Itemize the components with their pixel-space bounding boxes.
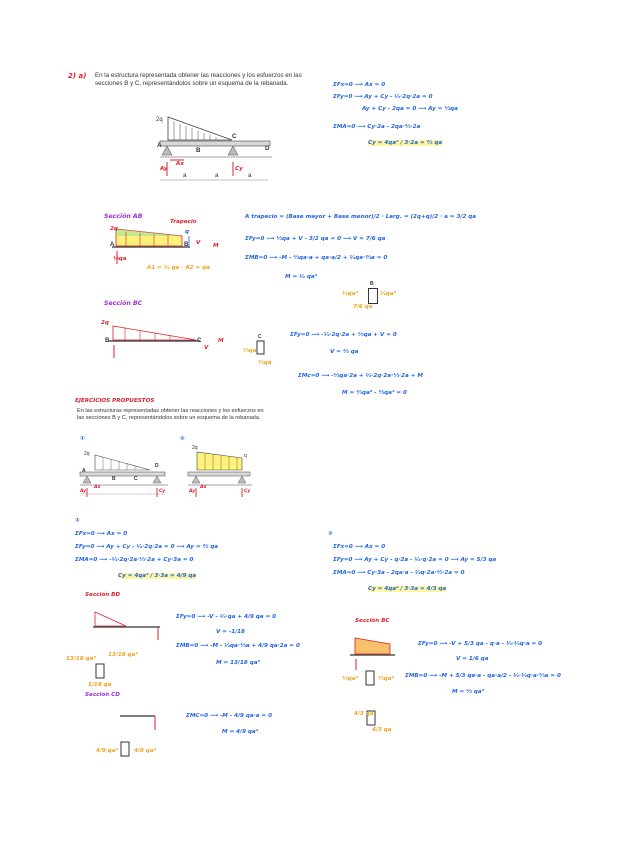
sab-label-v: V bbox=[196, 240, 201, 246]
main-eq-3: Ay + Cy - 2qa = 0 ⟶ Ay = ⅓qa bbox=[362, 106, 458, 112]
sol1-bd-slice-r: 13/18 qa² bbox=[108, 652, 138, 658]
sab-area-eq: A trapecio = (Base mayor + Base menor)/2 · Larg. = (2q+q)/2 · a = 3/2 qa bbox=[245, 214, 477, 220]
dim-a1: a bbox=[183, 172, 187, 179]
label-trapecio: Trapecio bbox=[170, 219, 197, 225]
sab-areas: A1 = ½ qa · A2 = qa bbox=[147, 265, 210, 271]
sbc-slice-c: C bbox=[258, 334, 262, 340]
sol2-slice-c-t: 4/3 qa bbox=[354, 711, 374, 717]
sbc-mc-eq: ΣMc=0 ⟶ -⅓qa·2a + ½·2q·2a·⅓·2a + M bbox=[298, 373, 423, 379]
sol1-bd-slice-l: 13/18 qa² bbox=[66, 656, 96, 662]
section-bd-diagram bbox=[93, 612, 160, 678]
pf1-label-c: C bbox=[134, 476, 138, 482]
sol2-slice-b-l: ⅔qa² bbox=[342, 676, 359, 682]
sol2-eq3: ΣMA=0 ⟶ Cy·3a - 2qa·a - ½q·2a·⅔·2a = 0 bbox=[333, 570, 465, 576]
sol1-cd-slice-l: 4/9 qa² bbox=[96, 748, 119, 754]
sab-slice-b: B bbox=[370, 281, 374, 287]
sab-slice-box bbox=[368, 288, 378, 304]
sol1-cd-m: M = 4/9 qa² bbox=[222, 729, 259, 735]
sol2-bc-mb: ΣMB=0 ⟶ -M + 5/3 qa·a - qa·a/2 - ½·½q·a·⅔a = 0 bbox=[405, 673, 561, 679]
sbc-label-2q: 2q bbox=[101, 320, 109, 326]
main-eq-4: ΣMA=0 ⟶ Cy·2a - 2qa·⅔·2a bbox=[333, 124, 421, 130]
sol2-eq4-text: Cy = 4qa² / 3·3a = 4/3 qa bbox=[368, 586, 447, 592]
main-eq-5 bbox=[368, 140, 442, 147]
sol2-eq2: ΣFy=0 ⟶ Ay + Cy - q·2a - ½·q·2a = 0 ⟶ Ay = 5/3 qa bbox=[333, 557, 497, 563]
sbc-v-result: V = ⅔ qa bbox=[330, 349, 359, 355]
pf1-label-a: A bbox=[82, 468, 86, 474]
sbc-label-m: M bbox=[218, 338, 224, 344]
main-label-ax: Ax bbox=[176, 161, 184, 167]
sol2-sec-bc: Sección BC bbox=[355, 618, 390, 624]
sbc-label-c: C bbox=[197, 337, 202, 344]
sol2-slice-c-b: 4/3 qa bbox=[372, 727, 392, 733]
sol1-eq3: ΣMA=0 ⟶ -½·2q·2a·⅓·2a + Cy·3a = 0 bbox=[75, 557, 194, 563]
main-load-label: 2q bbox=[156, 117, 163, 123]
main-label-d: D bbox=[265, 145, 270, 152]
sab-mb-eq: ΣMB=0 ⟶ -M - ⅓qa·a + qa·a/2 + ½qa·⅔a = 0 bbox=[245, 255, 388, 261]
sbc-label-b: B bbox=[105, 337, 110, 344]
pf1-label-d: D bbox=[155, 463, 159, 469]
sol1-bd-mb: ΣMB=0 ⟶ -M - ½qa·⅓a + 4/9 qa·2a = 0 bbox=[176, 643, 300, 649]
proposed-title: EJERCICIOS PROPUESTOS bbox=[75, 398, 155, 404]
sol1-bd-v: V = -1/18 bbox=[216, 629, 245, 635]
sab-slice-left: ½qa² bbox=[342, 291, 359, 297]
sol2-eq4 bbox=[368, 586, 446, 593]
sol1-eq2: ΣFy=0 ⟶ Ay + Cy - ½·2q·2a = 0 ⟶ Ay = ⅔ qa bbox=[75, 544, 219, 550]
pf2-label-ax: Ax bbox=[200, 485, 207, 490]
section-bc-title: Sección BC bbox=[104, 300, 143, 307]
main-label-cy: Cy bbox=[235, 166, 243, 172]
sbc-fy-eq: ΣFy=0 ⟶ -½·2q·2a + ⅓qa + V = 0 bbox=[290, 332, 397, 338]
sol1-bd-m: M = 13/18 qa² bbox=[216, 660, 260, 666]
sol1-eq4-text: Cy = 4qa² / 3·3a = 4/9 qa bbox=[118, 573, 197, 579]
proposed-fig1-load: 2q bbox=[84, 451, 90, 457]
proposed-text: En las estructuras representadas obtener las reacciones y los esfuerzos en las secciones B y C, representándolos sobre un esquema de la rebanada. bbox=[77, 408, 264, 421]
sbc-slice-top: ⅔qa bbox=[243, 348, 257, 354]
dim-a3: a bbox=[248, 172, 252, 179]
intro-text: En la estructura representada obtener las reacciones y los esfuerzos en las secciones B y C, representándolos sobre un esquema de la rebanada. bbox=[95, 72, 302, 87]
sol2-bc-m: M = ⅔ qa² bbox=[452, 689, 485, 695]
sol1-eq4 bbox=[118, 573, 196, 580]
sol1-cd-mc: ΣMC=0 ⟶ -M - 4/9 qa·a = 0 bbox=[186, 713, 273, 719]
pf1-label-b: B bbox=[112, 476, 116, 482]
sol2-bc-fy: ΣFy=0 ⟶ -V + 5/3 qa - q·a - ½·½q·a = 0 bbox=[418, 641, 543, 647]
sab-label-2q: 2q bbox=[110, 226, 118, 232]
main-eq-5-text: Cy = 4qa² / 3·2a = ⅔ qa bbox=[368, 140, 443, 146]
dim-a2: a bbox=[215, 172, 219, 179]
sol2-eq1: ΣFx=0 ⟶ Ax = 0 bbox=[333, 544, 386, 550]
sol2-tag: ② bbox=[328, 531, 333, 537]
section-bc-diagram bbox=[109, 326, 264, 358]
problem-number: 2) a) bbox=[68, 72, 87, 80]
sol1-sec-bd: Sección BD bbox=[85, 592, 121, 598]
sol1-cd-slice-r: 4/9 qa² bbox=[134, 748, 157, 754]
section-ab-title: Sección AB bbox=[104, 213, 143, 220]
sol2-slice-b-r: ⅔qa² bbox=[378, 676, 395, 682]
sol1-eq1: ΣFx=0 ⟶ Ax = 0 bbox=[75, 531, 128, 537]
main-label-ay: Ay bbox=[160, 166, 168, 172]
main-label-a: A bbox=[157, 142, 162, 149]
main-beam-diagram bbox=[160, 117, 272, 180]
sab-fy-eq: ΣFy=0 ⟶ ⅓qa + V - 3/2 qa = 0 ⟶ V = 7/6 qa bbox=[245, 236, 386, 242]
sab-m-result: M = ½ qa² bbox=[285, 274, 318, 280]
sab-label-a: A bbox=[110, 241, 115, 248]
sab-label-q: q bbox=[185, 229, 190, 235]
proposed-fig2 bbox=[188, 452, 252, 497]
proposed-fig1-tag: ① bbox=[80, 436, 85, 442]
sol1-bd-fy: ΣFy=0 ⟶ -V - ½·qa + 4/9 qa = 0 bbox=[176, 614, 277, 620]
proposed-fig2-tag: ② bbox=[180, 436, 185, 442]
sol1-sec-cd: Sección CD bbox=[85, 692, 120, 698]
pf1-label-cy: Cy bbox=[159, 489, 166, 494]
sol2-bc-v: V = 1/6 qa bbox=[456, 656, 489, 662]
sbc-slice-bottom: ⅔qa bbox=[258, 360, 272, 366]
sab-label-m: M bbox=[213, 243, 219, 249]
sol1-tag: ① bbox=[75, 518, 80, 524]
main-eq-1: ΣFx=0 ⟶ Ax = 0 bbox=[333, 82, 386, 88]
sol1-bd-slice-b: 1/18 qa bbox=[88, 682, 112, 688]
sab-label-b: B bbox=[184, 241, 189, 248]
pf2-label-cy: Cy bbox=[244, 489, 251, 494]
pf1-label-ax: Ax bbox=[94, 485, 101, 490]
main-label-b: B bbox=[196, 147, 201, 154]
sab-slice-bottom: 7/6 qa bbox=[353, 304, 373, 310]
sbc-m-result: M = ⅔qa² - ⅔qa² = 0 bbox=[342, 390, 407, 396]
sbc-label-v: V bbox=[204, 345, 209, 351]
sab-slice-right: ½qa² bbox=[380, 291, 397, 297]
pf1-label-ay: Ay bbox=[80, 489, 87, 494]
proposed-fig2-q: q bbox=[244, 453, 247, 459]
proposed-fig2-load: 2q bbox=[192, 445, 198, 451]
sab-label-ay: ⅓qa bbox=[113, 256, 127, 262]
main-eq-2: ΣFy=0 ⟶ Ay + Cy - ½·2q·2a = 0 bbox=[333, 94, 433, 100]
main-label-c: C bbox=[232, 133, 237, 140]
pf2-label-ay: Ay bbox=[189, 489, 196, 494]
